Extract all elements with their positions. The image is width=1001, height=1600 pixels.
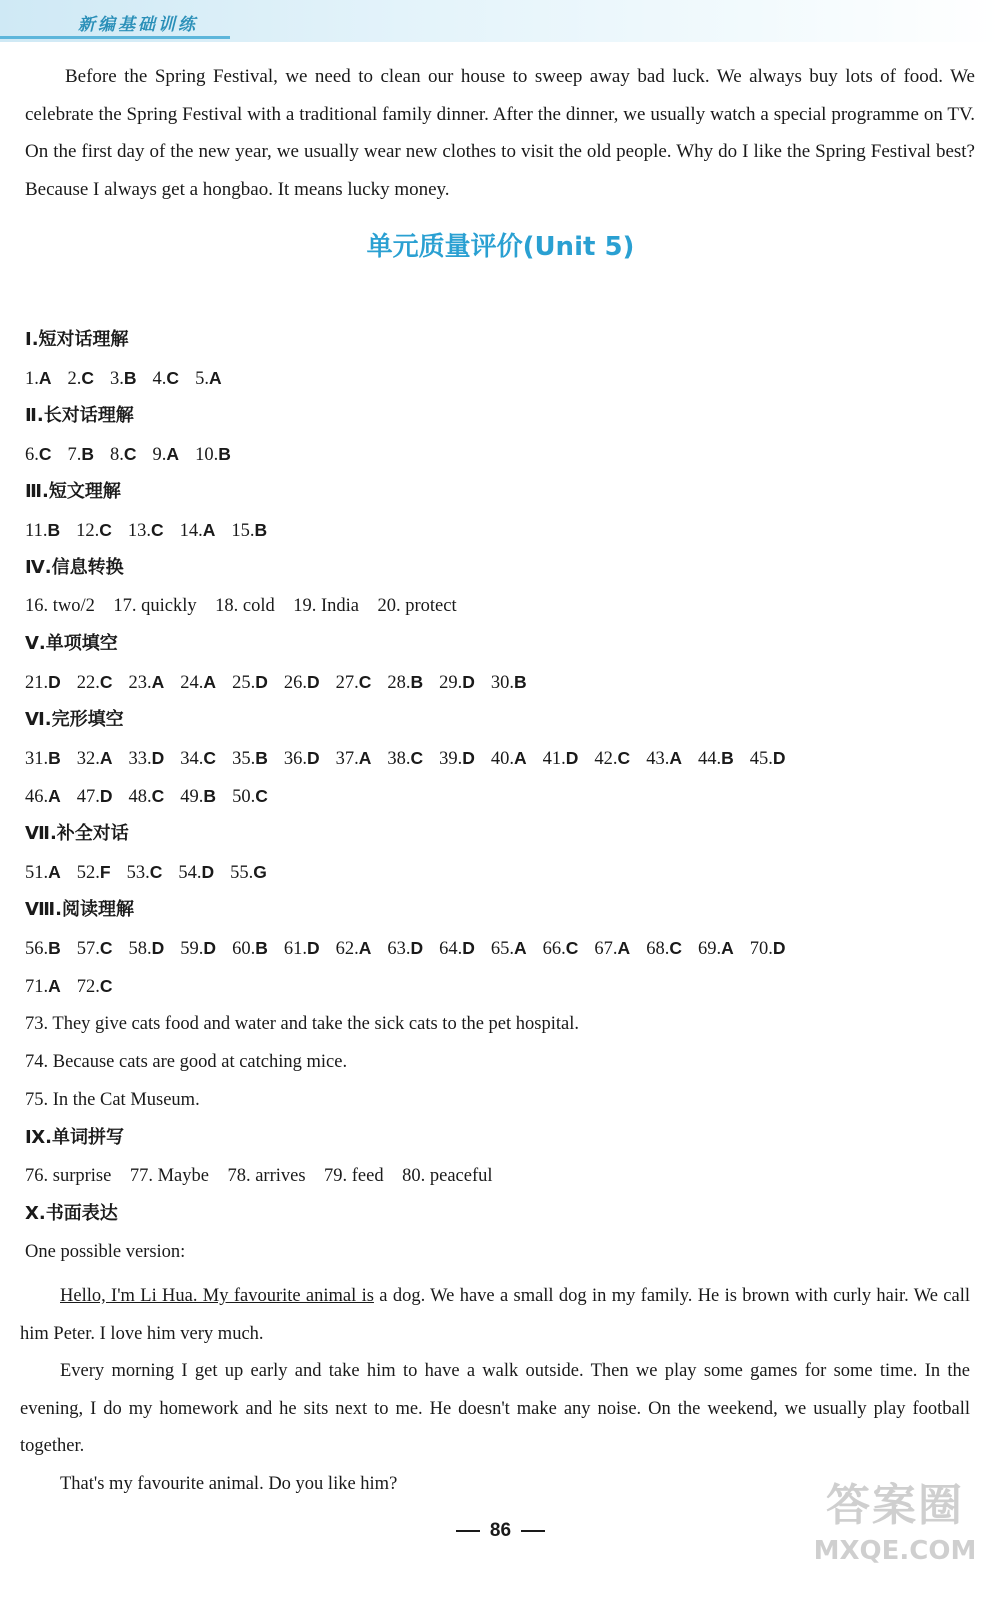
question-number: 71. — [25, 977, 49, 997]
question-number: 35. — [232, 749, 256, 769]
question-number: 62. — [335, 939, 359, 959]
answer-item — [491, 663, 527, 702]
answer-item — [439, 739, 475, 778]
answer-letter: D — [772, 938, 786, 958]
question-number: 5. — [195, 369, 209, 389]
answer-item — [25, 359, 52, 398]
answer-item — [232, 929, 268, 968]
question-number: 54. — [178, 863, 202, 883]
answer-letter: B — [410, 672, 424, 692]
section-heading: Ⅶ.补全对话 — [25, 823, 129, 844]
answer-letter: B — [514, 672, 527, 692]
question-number: 37. — [335, 749, 359, 769]
answer-letter: C — [669, 938, 682, 958]
answer-letter: C — [617, 748, 631, 768]
answer-row — [25, 967, 985, 1005]
answer-item — [110, 435, 137, 474]
answer-letter: D — [201, 862, 215, 882]
question-number: 27. — [335, 673, 359, 693]
answer-item — [231, 511, 267, 550]
question-number: 31. — [25, 749, 49, 769]
question-number: 64. — [439, 939, 463, 959]
section-heading: Ⅰ.短对话理解 — [25, 329, 129, 350]
answer-item — [77, 739, 113, 778]
answer-item — [68, 359, 95, 398]
answer-letter: D — [306, 672, 320, 692]
question-number: 49. — [180, 787, 204, 807]
answer-item — [25, 929, 61, 968]
answer-letter: C — [358, 672, 372, 692]
question-number: 42. — [594, 749, 618, 769]
question-number: 29. — [439, 673, 463, 693]
answer-letter: D — [151, 748, 165, 768]
answer-item — [491, 929, 527, 968]
answer-letter: D — [565, 748, 579, 768]
answer-letter: A — [358, 938, 372, 958]
answer-letter: A — [208, 368, 222, 388]
dash-left — [456, 1530, 480, 1532]
question-number: 55. — [230, 863, 254, 883]
answer-letter: D — [462, 748, 475, 768]
answer-item — [232, 663, 268, 702]
answer-row — [25, 359, 985, 397]
question-number: 59. — [180, 939, 204, 959]
answer-item — [491, 739, 527, 778]
answer-item — [25, 435, 52, 474]
answer-item — [180, 511, 216, 550]
essay-p2-text: Every morning I get up early and take him to have a walk outside. Then we play some games for some time. In the evening, I do my homework and he sits next to me. He doesn't make any noise. On the weekend, we usually play football together. — [20, 1361, 970, 1456]
question-number: 26. — [283, 673, 307, 693]
answer-letter: A — [617, 938, 631, 958]
question-number: 47. — [76, 787, 100, 807]
question-number: 48. — [128, 787, 152, 807]
answer-item — [180, 739, 216, 778]
question-number: 23. — [128, 673, 152, 693]
question-number: 52. — [76, 863, 100, 883]
answer-letter: A — [514, 938, 527, 958]
answer-letter: C — [151, 786, 165, 806]
answer-item — [25, 777, 61, 816]
question-number: 25. — [232, 673, 256, 693]
answer-item — [232, 777, 268, 816]
answer-item — [698, 739, 734, 778]
answer-item — [543, 929, 579, 968]
answer-letter: C — [38, 444, 52, 464]
answer-item — [77, 929, 113, 968]
answer-letter: B — [48, 938, 61, 958]
answer-letter: D — [306, 938, 320, 958]
question-number: 43. — [646, 749, 670, 769]
answer-row — [25, 739, 985, 777]
essay-p3-text: That's my favourite animal. Do you like him? — [60, 1473, 398, 1494]
answer-letter: C — [150, 520, 164, 540]
short-answer: 73. They give cats food and water and take the sick cats to the pet hospital. — [25, 1014, 579, 1034]
answer-letter: A — [48, 976, 61, 996]
answer-item — [77, 853, 111, 892]
answer-letter: A — [669, 748, 682, 768]
answer-letter: C — [410, 748, 424, 768]
answer-letter: C — [99, 938, 113, 958]
answer-item — [195, 435, 231, 474]
answer-item — [698, 929, 734, 968]
answer-letter: D — [255, 672, 268, 692]
answer-letter: C — [255, 786, 268, 806]
answer-item — [336, 739, 372, 778]
answer-item — [439, 929, 475, 968]
answer-letter: A — [358, 748, 372, 768]
answer-letter: A — [203, 672, 217, 692]
answer-letter: A — [202, 520, 216, 540]
answer-letter: B — [721, 748, 734, 768]
answer-letter: D — [462, 672, 475, 692]
answer-item — [77, 777, 113, 816]
answer-item — [77, 663, 113, 702]
section-heading: Ⅸ.单词拼写 — [25, 1127, 125, 1148]
answer-letter: A — [721, 938, 734, 958]
question-number: 6. — [25, 445, 39, 465]
question-number: 38. — [387, 749, 411, 769]
question-number: 51. — [25, 863, 49, 883]
short-answer: 75. In the Cat Museum. — [25, 1090, 200, 1110]
answer-item — [180, 663, 216, 702]
answer-letter: G — [253, 862, 267, 882]
question-number: 2. — [67, 369, 82, 389]
answer-letter: D — [203, 938, 217, 958]
answer-letter: A — [99, 748, 113, 768]
answer-item — [195, 359, 222, 398]
answer-letter: C — [99, 520, 112, 540]
answer-item — [153, 359, 180, 398]
watermark-en: MXQE.COM — [813, 1536, 977, 1566]
question-number: 28. — [387, 673, 411, 693]
answer-item — [284, 739, 320, 778]
question-number: 39. — [439, 749, 463, 769]
answer-item — [336, 929, 372, 968]
answer-row — [25, 663, 985, 701]
question-number: 32. — [76, 749, 100, 769]
question-number: 14. — [179, 521, 203, 541]
question-number: 10. — [195, 445, 219, 465]
answer-letter: A — [38, 368, 52, 388]
essay-paragraph-2 — [20, 1353, 970, 1466]
section-heading: Ⅹ.书面表达 — [25, 1203, 118, 1224]
answer-item — [68, 435, 95, 474]
answer-item — [336, 663, 372, 702]
answer-row — [25, 853, 985, 891]
essay — [20, 1278, 970, 1503]
answer-item — [230, 853, 267, 892]
answer-key — [25, 321, 985, 1271]
answer-text-line: 16. two/2 17. quickly 18. cold 19. India 20. protect — [25, 596, 457, 616]
section-heading: Ⅷ.阅读理解 — [25, 899, 134, 920]
section-heading: Ⅵ.完形填空 — [25, 709, 124, 730]
question-number: 58. — [128, 939, 152, 959]
answer-letter: A — [514, 748, 527, 768]
answer-item — [178, 853, 214, 892]
question-number: 9. — [152, 445, 167, 465]
question-number: 21. — [25, 673, 49, 693]
answer-letter: B — [218, 444, 231, 464]
question-number: 50. — [232, 787, 256, 807]
answer-letter: D — [306, 748, 320, 768]
answer-letter: A — [166, 444, 180, 464]
answer-item — [180, 777, 216, 816]
answer-item — [180, 929, 216, 968]
section-heading: Ⅳ.信息转换 — [25, 557, 124, 578]
question-number: 61. — [283, 939, 307, 959]
question-number: 65. — [490, 939, 515, 959]
answer-row — [25, 435, 985, 473]
question-number: 11. — [25, 521, 48, 541]
answer-letter: A — [48, 862, 61, 882]
answer-letter: A — [48, 786, 61, 806]
answer-item — [646, 739, 682, 778]
answer-letter: D — [151, 938, 165, 958]
answer-letter: B — [81, 444, 95, 464]
question-number: 34. — [180, 749, 204, 769]
answer-item — [77, 967, 113, 1006]
answer-letter: D — [462, 938, 475, 958]
watermark-logo — [800, 1478, 990, 1588]
question-number: 41. — [542, 749, 566, 769]
question-number: 72. — [76, 977, 100, 997]
answer-letter: C — [166, 368, 180, 388]
answer-letter: C — [81, 368, 95, 388]
answer-letter: C — [149, 862, 163, 882]
answer-letter: B — [255, 748, 268, 768]
question-number: 36. — [283, 749, 307, 769]
book-title: 新编基础训练 — [78, 15, 198, 35]
answer-item — [76, 511, 112, 550]
answer-item — [25, 967, 61, 1006]
answer-item — [128, 511, 164, 550]
answer-item — [387, 739, 423, 778]
answer-letter: D — [48, 672, 61, 692]
answer-item — [129, 663, 165, 702]
question-number: 57. — [76, 939, 100, 959]
answer-item — [129, 739, 165, 778]
header-band — [0, 0, 1001, 42]
answer-item — [110, 359, 137, 398]
answer-item — [232, 739, 268, 778]
question-number: 53. — [126, 863, 150, 883]
answer-row — [25, 929, 985, 967]
answer-letter: C — [203, 748, 217, 768]
answer-item — [129, 929, 165, 968]
answer-text-line: One possible version: — [25, 1242, 186, 1262]
question-number: 33. — [128, 749, 152, 769]
watermark-cn: 答案圈 — [826, 1480, 964, 1531]
answer-letter: B — [203, 786, 217, 806]
answer-item — [127, 853, 163, 892]
dash-right — [521, 1530, 545, 1532]
essay-p1-rest: a dog. We have a small dog in my family. He is brown with curly hair. We call him Peter. I love him very much. — [20, 1286, 970, 1344]
question-number: 68. — [646, 939, 670, 959]
answer-letter: A — [151, 672, 165, 692]
answer-row — [25, 511, 985, 549]
question-number: 3. — [110, 369, 124, 389]
answer-letter: B — [48, 748, 61, 768]
question-number: 4. — [152, 369, 167, 389]
question-number: 67. — [594, 939, 618, 959]
question-number: 66. — [542, 939, 566, 959]
question-number: 63. — [387, 939, 411, 959]
unit-title: 单元质量评价(Unit 5) — [366, 232, 635, 262]
answer-letter: B — [123, 368, 137, 388]
answer-item — [129, 777, 165, 816]
question-number: 60. — [232, 939, 256, 959]
question-number: 46. — [25, 787, 49, 807]
answer-item — [284, 663, 320, 702]
question-number: 22. — [76, 673, 100, 693]
answer-letter: D — [772, 748, 786, 768]
answer-letter: D — [410, 938, 424, 958]
question-number: 7. — [67, 445, 82, 465]
answer-item — [646, 929, 682, 968]
answer-letter: D — [99, 786, 113, 806]
answer-letter: F — [99, 862, 111, 882]
answer-letter: C — [99, 672, 113, 692]
question-number: 45. — [749, 749, 773, 769]
page-number-text: 86 — [489, 1520, 512, 1541]
short-answer: 74. Because cats are good at catching mice. — [25, 1052, 348, 1072]
answer-letter: C — [99, 976, 113, 996]
question-number: 1. — [25, 369, 39, 389]
question-number: 24. — [180, 673, 204, 693]
intro-text: Before the Spring Festival, we need to clean our house to sweep away bad luck. We always buy lots of food. We celebrate the Spring Festival with a traditional family dinner. After the dinner, we usually watch a special programme on TV. On the first day of the new year, we usually wear new clothes to visit the old people. Why do I like the Spring Festival best? Because I always get a hongbao. It means lucky money. — [25, 66, 975, 200]
answer-item — [153, 435, 180, 474]
answer-item — [25, 511, 60, 550]
question-number: 15. — [231, 521, 255, 541]
essay-underlined-lead: Hello, I'm Li Hua. My favourite animal is — [60, 1286, 374, 1306]
answer-item — [594, 739, 630, 778]
question-number: 44. — [697, 749, 722, 769]
question-number: 8. — [110, 445, 124, 465]
answer-item — [439, 663, 475, 702]
answer-text-line: 76. surprise 77. Maybe 78. arrives 79. feed 80. peaceful — [25, 1166, 493, 1186]
section-heading: Ⅲ.短文理解 — [25, 481, 121, 502]
question-number: 70. — [749, 939, 773, 959]
question-number: 56. — [25, 939, 49, 959]
answer-letter: C — [565, 938, 579, 958]
answer-item — [594, 929, 630, 968]
section-heading: Ⅴ.单项填空 — [25, 633, 118, 654]
answer-letter: B — [254, 520, 268, 540]
intro-paragraph — [25, 58, 975, 208]
answer-item — [750, 929, 786, 968]
answer-letter: B — [255, 938, 268, 958]
answer-item — [25, 853, 61, 892]
question-number: 40. — [490, 749, 515, 769]
essay-paragraph-1 — [20, 1278, 970, 1353]
answer-letter: C — [123, 444, 137, 464]
question-number: 30. — [490, 673, 515, 693]
answer-item — [25, 663, 61, 702]
section-heading: Ⅱ.长对话理解 — [25, 405, 134, 426]
answer-item — [543, 739, 579, 778]
answer-item — [25, 739, 61, 778]
question-number: 12. — [76, 521, 100, 541]
question-number: 13. — [127, 521, 151, 541]
answer-item — [387, 929, 423, 968]
answer-letter: B — [47, 520, 61, 540]
answer-row — [25, 777, 985, 815]
header-stripe — [0, 36, 230, 39]
answer-item — [284, 929, 320, 968]
answer-item — [387, 663, 423, 702]
question-number: 69. — [697, 939, 722, 959]
answer-item — [750, 739, 786, 778]
